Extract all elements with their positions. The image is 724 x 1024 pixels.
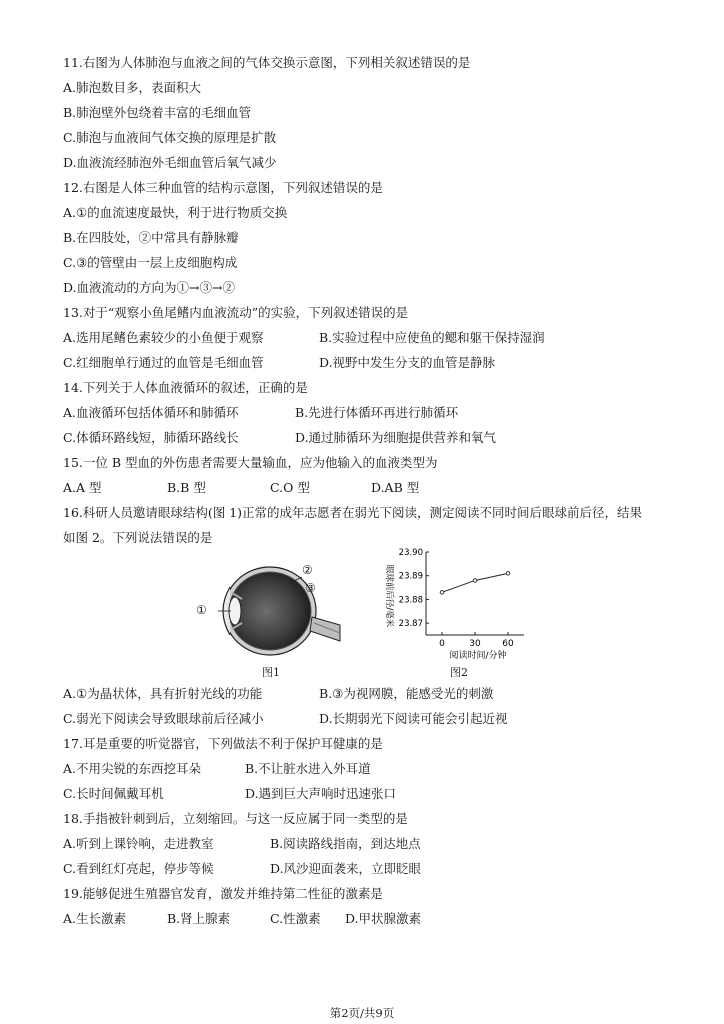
q19-option-d: D.甲状腺激素 <box>345 911 422 926</box>
q18-option-a: A.听到上课铃响，走进教室 <box>63 836 214 851</box>
q19-option-b: B.肾上腺素 <box>167 911 231 926</box>
data-point <box>440 591 444 595</box>
q16-stem-line2: 如图 2。下列说法错误的是 <box>63 530 213 545</box>
q11-stem: 11.右图为人体肺泡与血液之间的气体交换示意图，下列相关叙述错误的是 <box>63 55 471 70</box>
x-tick-label: 60 <box>502 639 514 649</box>
q12-stem: 12.右图是人体三种血管的结构示意图，下列叙述错误的是 <box>63 180 383 195</box>
y-tick-label: 23.88 <box>398 595 423 606</box>
q14-stem: 14.下列关于人体血液循环的叙述，正确的是 <box>63 380 308 395</box>
optic-nerve-shape <box>310 617 340 641</box>
q17-option-d: D.遇到巨大声响时迅速张口 <box>245 786 397 801</box>
q19-option-c: C.性激素 <box>270 911 321 926</box>
q16-option-b: B.③为视网膜，能感受光的刺激 <box>319 686 494 701</box>
q13-option-c: C.红细胞单行通过的血管是毛细血管 <box>63 355 264 370</box>
q11-option-b: B.肺泡壁外包绕着丰富的毛细血管 <box>63 105 252 120</box>
q17-option-c: C.长时间佩戴耳机 <box>63 786 164 801</box>
data-point <box>506 572 510 576</box>
q14-option-c: C.体循环路线短，肺循环路线长 <box>63 430 239 445</box>
q17-option-a: A.不用尖锐的东西挖耳朵 <box>63 761 202 776</box>
y-tick-label: 23.87 <box>398 619 423 630</box>
data-point <box>473 579 477 583</box>
q16-option-a: A.①为晶状体，具有折射光线的功能 <box>63 686 263 701</box>
figure2-caption: 图2 <box>450 666 468 679</box>
q14-option-d: D.通过肺循环为细胞提供营养和氧气 <box>295 430 497 445</box>
x-tick-label: 0 <box>439 639 445 649</box>
eyeball-diagram <box>190 555 350 670</box>
q18-option-b: B.阅读路线指南，到达地点 <box>270 836 421 851</box>
q16-option-d: D.长期弱光下阅读可能会引起近视 <box>319 711 508 726</box>
q15-option-d: D.AB 型 <box>371 480 420 495</box>
eye-label-1: ① <box>196 603 207 617</box>
eye-label-3: ③ <box>305 581 316 595</box>
q12-option-d: D.血液流动的方向为①→③→② <box>63 280 235 295</box>
q11-option-c: C.肺泡与血液间气体交换的原理是扩散 <box>63 130 277 145</box>
q13-option-a: A.选用尾鳍色素较少的小鱼便于观察 <box>63 330 264 345</box>
x-tick-label: 30 <box>469 639 481 649</box>
reading-chart-svg <box>378 548 538 663</box>
x-axis-label: 阅读时间/分钟 <box>449 651 507 661</box>
y-tick-label: 23.90 <box>398 548 423 558</box>
eye-label-2: ② <box>302 563 313 577</box>
q15-option-c: C.O 型 <box>270 480 310 495</box>
q13-stem: 13.对于“观察小鱼尾鳍内血液流动”的实验，下列叙述错误的是 <box>63 305 409 320</box>
page-number: 第2页/共9页 <box>329 1006 395 1020</box>
q11-option-a: A.肺泡数目多，表面积大 <box>63 80 202 95</box>
q12-option-c: C.③的管壁由一层上皮细胞构成 <box>63 255 238 270</box>
q19-option-a: A.生长激素 <box>63 911 127 926</box>
q18-stem: 18.手指被针刺到后，立刻缩回。与这一反应属于同一类型的是 <box>63 811 408 826</box>
y-tick-label: 23.89 <box>398 571 423 582</box>
q16-stem-line1: 16.科研人员邀请眼球结构(图 1)正常的成年志愿者在弱光下阅读，测定阅读不同时间后眼球前后径，结果 <box>63 505 643 520</box>
q11-option-d: D.血液流经肺泡外毛细血管后氧气减少 <box>63 155 277 170</box>
q12-option-b: B.在四肢处，②中常具有静脉瓣 <box>63 230 239 245</box>
q12-option-a: A.①的血流速度最快，利于进行物质交换 <box>63 205 288 220</box>
q17-option-b: B.不让脏水进入外耳道 <box>245 761 371 776</box>
q18-option-d: D.风沙迎面袭来，立即眨眼 <box>270 861 422 876</box>
figure1-eyeball <box>190 555 350 670</box>
series-line <box>442 573 508 592</box>
q14-option-a: A.血液循环包括体循环和肺循环 <box>63 405 239 420</box>
q18-option-c: C.看到红灯亮起，停步等候 <box>63 861 214 876</box>
q13-option-d: D.视野中发生分支的血管是静脉 <box>319 355 496 370</box>
q15-stem: 15.一位 B 型血的外伤患者需要大量输血，应为他输入的血液类型为 <box>63 455 438 470</box>
q15-option-b: B.B 型 <box>167 480 206 495</box>
y-axis-label: 眼球前后径/毫米 <box>384 564 394 628</box>
q14-option-b: B.先进行体循环再进行肺循环 <box>295 405 459 420</box>
q17-stem: 17.耳是重要的听觉器官，下列做法不利于保护耳健康的是 <box>63 736 383 751</box>
q16-option-c: C.弱光下阅读会导致眼球前后径减小 <box>63 711 264 726</box>
figure1-caption: 图1 <box>262 666 280 679</box>
q19-stem: 19.能够促进生殖器官发育，激发并维持第二性征的激素是 <box>63 886 383 901</box>
q15-option-a: A.A 型 <box>63 480 102 495</box>
figure2-chart <box>378 548 538 663</box>
q13-option-b: B.实验过程中应使鱼的鳃和躯干保持湿润 <box>319 330 545 345</box>
